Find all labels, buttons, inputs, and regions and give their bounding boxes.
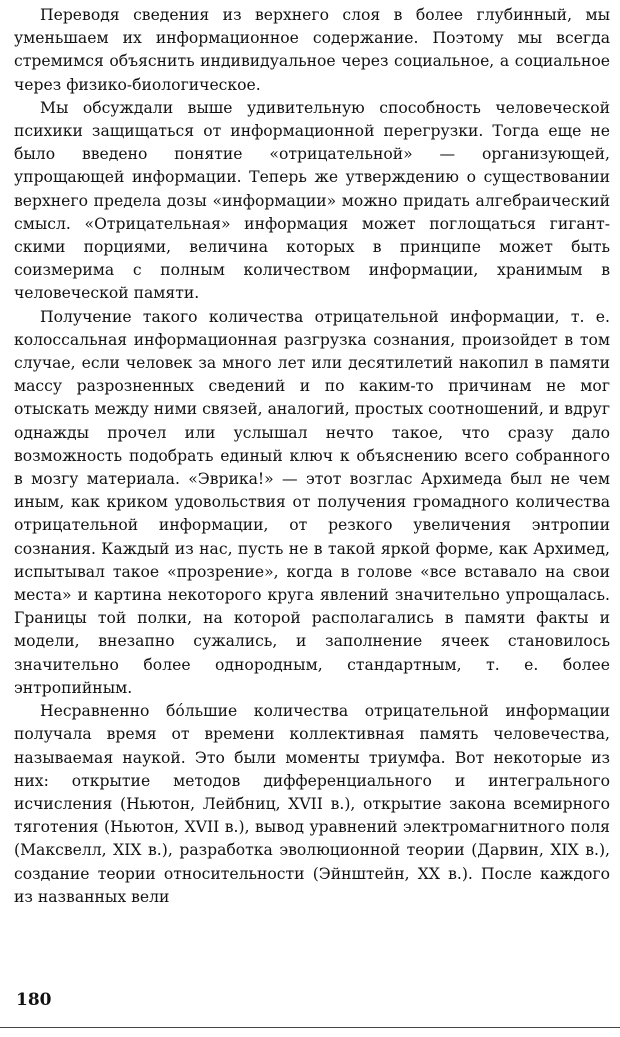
paragraph-1: Переводя сведения из верхнего слоя в более глубинный, мы уменьшаем их информационное содержание. Поэтому мы всегда стремимся объяснить индивидуальное через социальное, а социальное через физико-биологическое. bbox=[14, 6, 610, 94]
page-number: 180 bbox=[16, 990, 52, 1010]
bottom-rule bbox=[0, 1027, 620, 1028]
paragraph-4: Несравненно бо́льшие количества отрицательной информации получала время от времени коллективная память человечества, называемая наукой. Это были моменты триумфа. Вот некоторые из них: открытие методов дифференциального и интегрального исчисления (Ньютон, Лейбниц, XVII в.), открытие закона всемирного тяготения (Ньютон, XVII в.), вывод уравнений электромагнитного поля (Максвелл, XIX в.), разработка эволюционной теории (Дарвин, XIX в.), создание теории относительности (Эйнштейн, XX в.). После каждого из названных вели bbox=[14, 702, 610, 906]
paragraph-3: Получение такого количества отрицательной информации, т. е. колоссальная информационная разгрузка сознания, произойдет в том случае, если человек за много лет или десятилетий накопил в памяти массу разрозненных сведений и по каким-то причинам не мог отыскать между ними связей, аналогий, простых соотношений, и вдруг однажды прочел или услышал нечто такое, что сразу дало возможность подобрать единый ключ к объяснению всего собранного в мозгу материала. «Эврика!» — этот возглас Архимеда был не чем иным, как криком удовольствия от получения громадного количества отрицательной информации, от резкого увеличения энтропии сознания. Каждый из нас, пусть не в такой яркой форме, как Архимед, испытывал такое «прозрение», когда в голове «все вставало на свои места» и картина некоторого круга явлений значительно упрощалась. Границы той полки, на которой располагались в памяти факты и модели, внезапно сужались, и заполнение ячеек становилось значительно более однородным, стандартным, т. е. более энтропийным. bbox=[14, 307, 610, 697]
page-text bbox=[14, 4, 610, 909]
paragraph-2: Мы обсуждали выше удивительную способность человеческой психики защищаться от информационной перегрузки. Тогда еще не было введено понятие «отрицательной» — организующей, упрощающей информации. Теперь же утверждению о существовании верхнего предела дозы «информации» можно придать алгебраический смысл. «Отрицательная» информация может поглощаться гигантскими порциями, величина которых в принципе может быть соизмерима с полным количеством информации, хранимым в человеческой памяти. bbox=[14, 98, 610, 303]
